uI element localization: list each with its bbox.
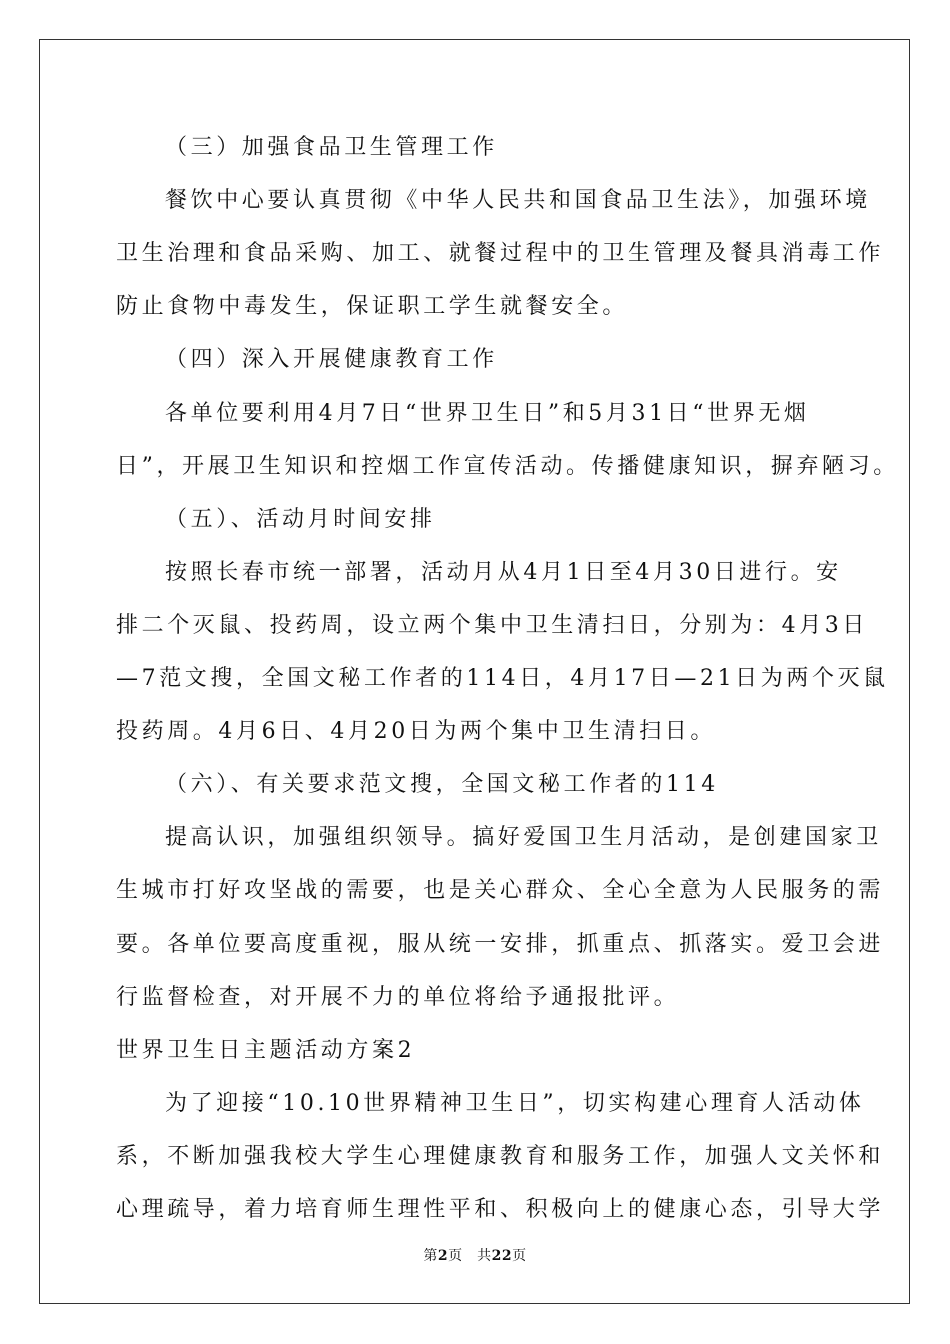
text-line: 为了迎接“10.10世界精神卫生日”，切实构建心理育人活动体 — [165, 1091, 865, 1116]
footer-suffix: 页 — [512, 1248, 527, 1264]
text-line: 心理疏导，着力培育师生理性平和、积极向上的健康心态，引导大学 — [116, 1197, 885, 1222]
text-line: 投药周。4月6日、4月20日为两个集中卫生清扫日。 — [116, 719, 716, 744]
text-line: （四）深入开展健康教育工作 — [165, 347, 498, 372]
text-line: 按照长春市统一部署，活动月从4月1日至4月30日进行。安 — [165, 560, 842, 585]
text-line: 系，不断加强我校大学生心理健康教育和服务工作，加强人文关怀和 — [116, 1144, 885, 1169]
text-line: 卫生治理和食品采购、加工、就餐过程中的卫生管理及餐具消毒工作 — [116, 241, 885, 266]
text-line: 提高认识，加强组织领导。搞好爱国卫生月活动，是创建国家卫 — [165, 825, 882, 850]
text-line: 防止食物中毒发生，保证职工学生就餐安全。 — [116, 294, 629, 319]
text-line: 日”，开展卫生知识和控烟工作宣传活动。传播健康知识，摒弃陋习。 — [116, 454, 899, 479]
text-line: 行监督检查，对开展不力的单位将给予通报批评。 — [116, 985, 680, 1010]
text-line: （六）、有关要求范文搜，全国文秘工作者的114 — [165, 772, 719, 797]
text-line: —7范文搜，全国文秘工作者的114日，4月17日—21日为两个灭鼠 — [116, 666, 889, 691]
text-line: 要。各单位要高度重视，服从统一安排，抓重点、抓落实。爱卫会进 — [116, 932, 885, 957]
text-line: 餐饮中心要认真贯彻《中华人民共和国食品卫生法》，加强环境 — [165, 188, 871, 213]
page-footer — [0, 1247, 950, 1265]
text-line: 生城市打好攻坚战的需要，也是关心群众、全心全意为人民服务的需 — [116, 878, 885, 903]
text-line: （五）、活动月时间安排 — [165, 507, 436, 532]
footer-page-number: 2 — [437, 1248, 449, 1264]
footer-middle: 页 共 — [448, 1248, 492, 1264]
text-line: （三）加强食品卫生管理工作 — [165, 135, 498, 160]
footer-total-pages: 22 — [491, 1248, 513, 1264]
text-line: 排二个灭鼠、投药周，设立两个集中卫生清扫日，分别为：4月3日 — [116, 613, 868, 638]
text-line: 各单位要利用4月7日“世界卫生日”和5月31日“世界无烟 — [165, 401, 810, 426]
footer-prefix: 第 — [423, 1248, 438, 1264]
text-line: 世界卫生日主题活动方案2 — [116, 1038, 416, 1063]
